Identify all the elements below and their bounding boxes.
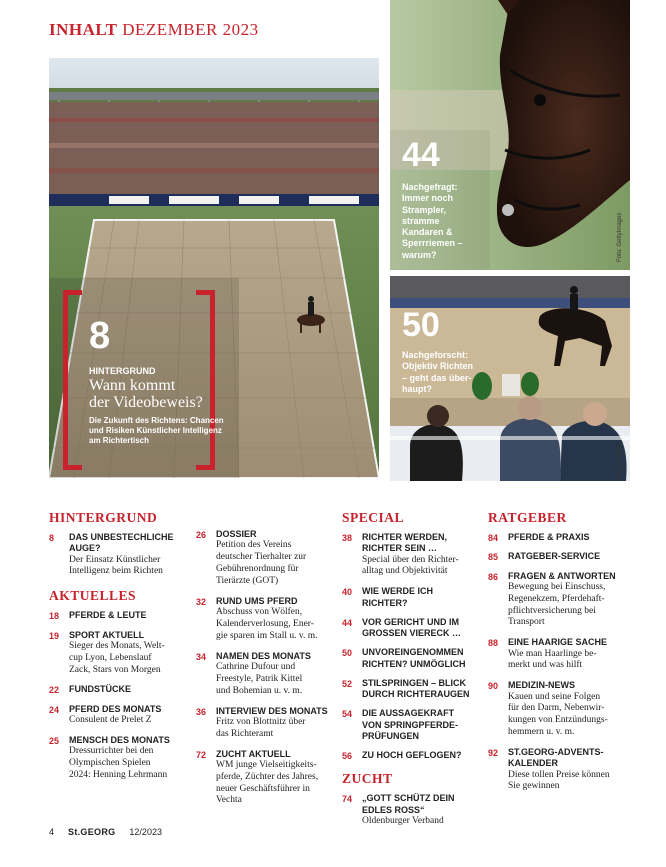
- entry-title: PFERDE & PRAXIS: [508, 532, 590, 542]
- entry-description: kungen von Entzündungs-: [508, 715, 608, 726]
- entry-body: [362, 586, 477, 609]
- entry-title: MEDIZIN-NEWS: [508, 680, 575, 691]
- entry-page-number: 18: [49, 611, 60, 622]
- entry-description: Kauen und seine Folgen: [508, 691, 601, 702]
- photo-credit-lafrentz: Foto: Lafrentz: [617, 442, 623, 480]
- entry-title: RICHTEN? UNMÖGLICH: [362, 658, 466, 669]
- entry-body: [508, 747, 628, 793]
- footer-brand: St.GEORG: [68, 827, 116, 837]
- entry-page-number: 50: [342, 648, 353, 659]
- toc-entry[interactable]: [342, 750, 477, 761]
- entry-title: PFERDE & LEUTE: [69, 610, 147, 621]
- feature-44-line: stramme: [402, 215, 440, 226]
- feature-44-line: Nachgefragt:: [402, 182, 458, 192]
- toc-column-3: [342, 510, 477, 838]
- cover-page-number: 8: [89, 315, 111, 357]
- entry-title: RICHTER SEIN …: [362, 543, 438, 554]
- entry-description: Special über den Richter-: [362, 554, 459, 565]
- feature-50-line: Nachgeforscht:: [402, 350, 469, 360]
- entry-body: [362, 793, 477, 827]
- entry-body: [362, 678, 477, 701]
- entry-body: [69, 704, 184, 727]
- entry-description: Consulent de Prelet Z: [69, 714, 152, 725]
- entry-title: DAS UNBESTECHLICHE: [69, 532, 174, 542]
- entry-description: 2024: Henning Lehrmann: [69, 769, 168, 780]
- section-title: RATGEBER: [488, 510, 567, 525]
- entry-description: Freestyle, Patrik Kittel: [216, 673, 303, 684]
- entry-page-number: 54: [342, 709, 353, 720]
- entry-description: Sie gewinnen: [508, 781, 560, 792]
- feature-50-line: Objektiv Richten: [402, 361, 474, 372]
- entry-page-number: 56: [342, 751, 353, 761]
- entry-page-number: 74: [342, 794, 353, 805]
- entry-title: RICHTER WERDEN,: [362, 532, 447, 542]
- feature-50-number: 50: [402, 306, 440, 344]
- header-issue: DEZEMBER 2023: [122, 20, 259, 39]
- entry-description: pflichtversicherung bei: [508, 605, 596, 616]
- entry-description: Cathrine Dufour und: [216, 661, 296, 672]
- entry-description: gie sparen im Stall u. v. m.: [216, 630, 318, 641]
- cover-bracket-left: [63, 290, 82, 470]
- entry-body: [216, 651, 331, 698]
- entry-page-number: 90: [488, 681, 499, 692]
- entry-title: RATGEBER-SERVICE: [508, 551, 601, 562]
- entry-description: WM junge Vielseitigkeits-: [216, 759, 317, 770]
- toc-entry[interactable]: [488, 680, 628, 739]
- cover-subtitle: [89, 416, 224, 446]
- feature-50-line: haupt?: [402, 383, 432, 394]
- entry-page-number: 26: [196, 530, 207, 540]
- toc-entry[interactable]: [49, 704, 184, 727]
- toc-section: [49, 510, 184, 578]
- toc-column-2: [196, 529, 331, 817]
- toc-entry[interactable]: [342, 708, 477, 742]
- toc-entry[interactable]: [196, 749, 331, 808]
- toc-entry[interactable]: [488, 637, 628, 672]
- entry-page-number: 84: [488, 533, 499, 543]
- entry-description: Transport: [508, 617, 545, 628]
- toc-section: [196, 529, 331, 807]
- feature-44-line: Immer noch: [402, 193, 454, 204]
- toc-entry[interactable]: [342, 586, 477, 609]
- feature-44-text: [402, 182, 463, 261]
- entry-description: neuer Geschäftsführer in: [216, 783, 310, 794]
- cover-subtitle-line3: am Richtertisch: [89, 436, 150, 445]
- entry-page-number: 24: [49, 704, 60, 715]
- feature-44-line: Kandaren &: [402, 227, 453, 237]
- entry-title: GROSSEN VIERECK …: [362, 628, 462, 638]
- entry-description: Der Einsatz Künstlicher: [69, 554, 161, 565]
- cover-headline-line2: der Videobeweis?: [89, 393, 203, 411]
- entry-description: das Richteramt: [216, 728, 274, 739]
- entry-title: EDLES ROSS“: [362, 804, 425, 815]
- entry-body: [362, 647, 477, 670]
- entry-body: [508, 532, 628, 543]
- toc-entry[interactable]: [49, 684, 184, 695]
- entry-title: FRAGEN & ANTWORTEN: [508, 570, 616, 581]
- toc-entry[interactable]: [488, 571, 628, 630]
- feature-50-line: – geht das über-: [402, 372, 472, 383]
- toc-entry[interactable]: [49, 532, 184, 578]
- page-header: [49, 20, 259, 40]
- entry-description: Dressurrichter bei den: [69, 746, 154, 756]
- entry-description: Olympischen Spielen: [69, 757, 151, 768]
- entry-body: [362, 708, 477, 742]
- entry-body: [69, 630, 184, 677]
- entry-description: für den Darm, Nebenwir-: [508, 703, 605, 714]
- toc-entry[interactable]: [342, 532, 477, 578]
- toc-entry[interactable]: [49, 630, 184, 677]
- toc-entry[interactable]: [342, 678, 477, 701]
- feature-44-line: warum?: [402, 249, 437, 260]
- entry-page-number: 88: [488, 638, 499, 649]
- entry-title: UNVOREINGENOMMEN: [362, 647, 464, 658]
- cover-headline-line1: Wann kommt: [89, 377, 176, 394]
- entry-description: Fritz von Blottnitz über: [216, 716, 306, 727]
- toc-column-4: [488, 510, 628, 803]
- cover-subtitle-line2: und Risiken Künstlicher Intelligenz: [89, 426, 222, 435]
- entry-page-number: 36: [196, 706, 207, 717]
- toc-section: [49, 588, 184, 781]
- toc-section: [488, 510, 628, 793]
- entry-title: NAMEN DES MONATS: [216, 650, 311, 661]
- entry-title: EINE HAARIGE SACHE: [508, 637, 608, 648]
- entry-description: Wie man Haarlinge be-: [508, 648, 597, 659]
- entry-page-number: 72: [196, 749, 207, 760]
- entry-page-number: 19: [49, 630, 60, 641]
- entry-title: MENSCH DES MONATS: [69, 734, 170, 745]
- entry-page-number: 44: [342, 617, 353, 628]
- section-title: SPECIAL: [342, 510, 405, 525]
- toc-entry[interactable]: [488, 747, 628, 793]
- entry-page-number: 22: [49, 685, 60, 696]
- cover-subtitle-line1: Die Zukunft des Richtens: Chancen: [89, 416, 224, 425]
- entry-title: STILSPRINGEN – BLICK: [362, 677, 467, 688]
- entry-description: Diese tollen Preise können: [508, 769, 610, 780]
- entry-description: Bewegung bei Einschuss,: [508, 581, 606, 592]
- entry-description: pferde, Züchter des Jahres,: [216, 771, 319, 782]
- entry-body: [69, 610, 184, 621]
- toc-section: [342, 771, 477, 827]
- toc-entry[interactable]: [196, 529, 331, 588]
- entry-page-number: 25: [49, 735, 60, 746]
- entry-body: [69, 532, 184, 578]
- entry-body: [216, 529, 331, 588]
- entry-page-number: 86: [488, 571, 499, 582]
- entry-description: Gebührenordnung für: [216, 564, 299, 574]
- entry-description: und Bohemian u. v. m.: [216, 685, 303, 696]
- toc-entry[interactable]: [196, 706, 331, 741]
- entry-description: Sieger des Monats, Welt-: [69, 640, 165, 651]
- entry-body: [508, 680, 628, 739]
- entry-body: [362, 750, 477, 761]
- toc-entry[interactable]: [196, 651, 331, 698]
- entry-title: SPORT AKTUELL: [69, 629, 145, 640]
- entry-body: [216, 749, 331, 808]
- entry-description: alltag und Objektivität: [362, 566, 448, 577]
- entry-page-number: 38: [342, 533, 353, 543]
- entry-description: deutscher Tierhalter zur: [216, 552, 307, 563]
- entry-description: Petition des Vereins: [216, 540, 292, 551]
- entry-title: WIE WERDE ICH RICHTER?: [362, 586, 433, 608]
- entry-page-number: 40: [342, 587, 353, 598]
- feature-44-number: 44: [402, 136, 440, 174]
- entry-title: ZUCHT AKTUELL: [216, 748, 291, 759]
- entry-body: [69, 735, 184, 782]
- entry-title: ST.GEORG-ADVENTS-: [508, 747, 604, 757]
- entry-title: DURCH RICHTERAUGEN: [362, 689, 470, 699]
- entry-description: Intelligenz beim Richten: [69, 566, 163, 577]
- entry-page-number: 52: [342, 678, 353, 689]
- toc-entry[interactable]: [488, 532, 628, 543]
- entry-title: KALENDER: [508, 758, 559, 769]
- entry-body: [216, 596, 331, 643]
- toc-entry[interactable]: [342, 617, 477, 640]
- entry-description: Abschuss von Wölfen,: [216, 607, 303, 617]
- entry-title: VON SPRINGPFERDE-: [362, 719, 459, 730]
- entry-page-number: 92: [488, 748, 499, 758]
- toc-entry[interactable]: [488, 551, 628, 562]
- toc-entry[interactable]: [49, 610, 184, 621]
- entry-title: „GOTT SCHÜTZ DEIN: [362, 793, 455, 804]
- toc-entry[interactable]: [196, 596, 331, 643]
- footer-issue: 12/2023: [129, 827, 162, 837]
- entry-body: [508, 637, 628, 672]
- header-title: INHALT: [49, 20, 118, 39]
- entry-description: cup Lyon, Lebenslauf: [69, 652, 152, 663]
- entry-description: Kalenderverlosung, Ener-: [216, 618, 314, 629]
- cover-headline: [89, 378, 203, 412]
- entry-title: PFERD DES MONATS: [69, 703, 162, 714]
- entry-description: Tierärzte (GOT): [216, 575, 279, 586]
- toc-entry[interactable]: [49, 735, 184, 782]
- entry-body: [508, 551, 628, 562]
- entry-title: AUGE?: [69, 543, 101, 554]
- entry-body: [216, 706, 331, 741]
- feature-50-text: [402, 350, 473, 395]
- toc-entry[interactable]: [342, 793, 477, 827]
- entry-body: [362, 617, 477, 640]
- entry-page-number: 85: [488, 552, 499, 563]
- page-footer: [49, 827, 162, 837]
- entry-body: [508, 571, 628, 630]
- entry-page-number: 8: [49, 533, 55, 543]
- entry-body: [69, 684, 184, 695]
- feature-44-line: Sperrriemen –: [402, 238, 463, 249]
- toc-column-1: [49, 510, 184, 792]
- entry-title: FUNDSTÜCKE: [69, 684, 131, 695]
- section-title: HINTERGRUND: [49, 510, 158, 525]
- entry-title: DOSSIER: [216, 529, 257, 539]
- entry-title: PRÜFUNGEN: [362, 730, 420, 741]
- entry-page-number: 34: [196, 651, 207, 662]
- section-title: ZUCHT: [342, 771, 393, 787]
- entry-description: Regenekzem, Pferdehaft-: [508, 593, 605, 604]
- feature-44-line: Strampler,: [402, 204, 447, 215]
- toc-section: [342, 510, 477, 761]
- entry-description: merkt und was hilft: [508, 660, 583, 671]
- entry-title: INTERVIEW DES MONATS: [216, 705, 328, 716]
- entry-title: RUND UMS PFERD: [216, 595, 298, 606]
- photo-credit-getty: Foto: GettyImages: [617, 212, 623, 262]
- entry-description: Zack, Stars von Morgen: [69, 664, 161, 675]
- entry-description: Vechta: [216, 795, 242, 806]
- entry-page-number: 32: [196, 596, 207, 607]
- entry-description: Oldenburger Verband: [362, 815, 444, 826]
- entry-title: ZU HOCH GEFLOGEN?: [362, 750, 462, 760]
- entry-description: hemmern u. v. m.: [508, 727, 575, 738]
- section-title: AKTUELLES: [49, 588, 137, 604]
- entry-title: DIE AUSSAGEKRAFT: [362, 708, 455, 719]
- entry-body: [362, 532, 477, 578]
- toc-entry[interactable]: [342, 647, 477, 670]
- entry-title: VOR GERICHT UND IM: [362, 616, 460, 627]
- footer-page-number: 4: [49, 827, 55, 837]
- cover-kicker: HINTERGRUND: [89, 366, 156, 376]
